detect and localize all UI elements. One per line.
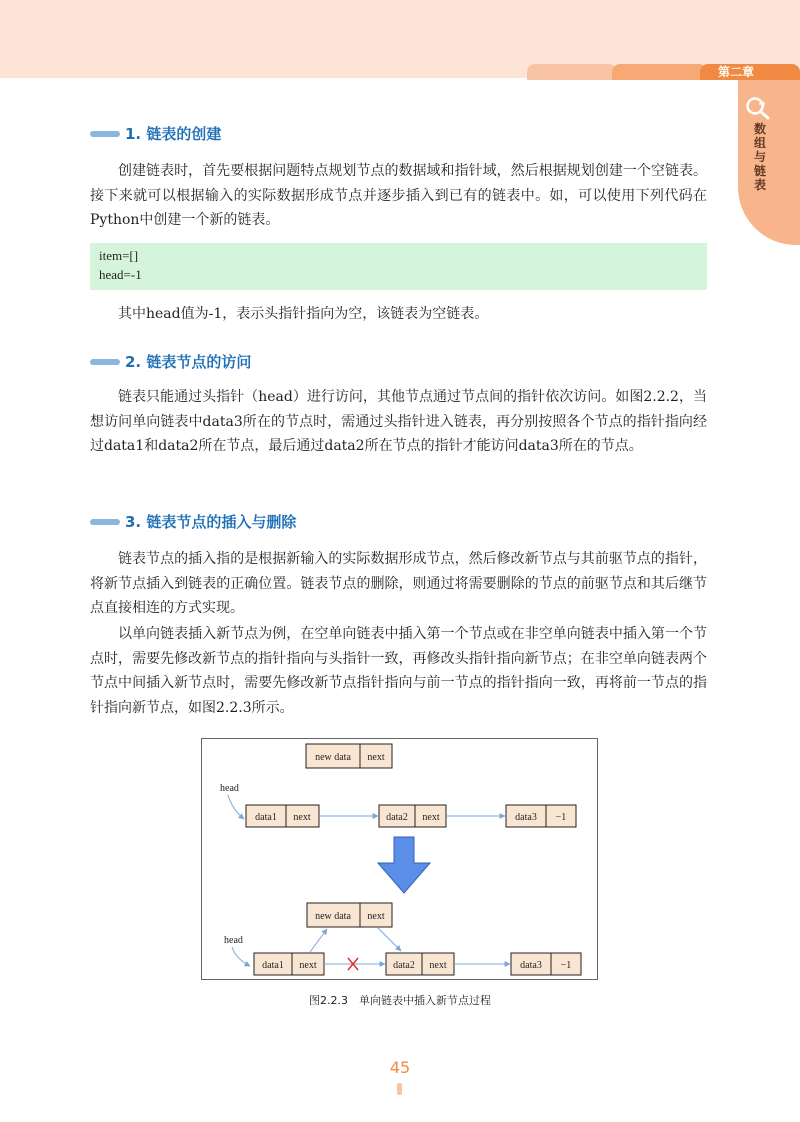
paragraph-4: 链表节点的插入指的是根据新输入的实际数据形成节点，然后修改新节点与其前驱节点的指针，将新节点插入到链表的正确位置。链表节点的删除，则通过将需要删除的节点的前驱节点和其后继节点直接相连的方式实现。 — [90, 551, 707, 616]
head-arrow-bottom — [232, 947, 250, 966]
svg-text:next: next — [293, 812, 311, 823]
code-line-1: item=[] — [99, 248, 139, 263]
section-heading-3 — [90, 511, 296, 533]
svg-text:data3: data3 — [520, 960, 542, 971]
node-data3-bottom — [511, 953, 581, 975]
section-heading-1-text: 1. 链表的创建 — [125, 125, 222, 143]
new-data-label: new data — [315, 752, 351, 763]
heading-bar-icon — [90, 359, 120, 365]
header-tab-light — [527, 64, 617, 80]
relink-arrow-1 — [310, 929, 327, 952]
svg-text:data1: data1 — [262, 960, 284, 971]
svg-text:next: next — [429, 960, 447, 971]
down-arrow-icon — [378, 837, 430, 893]
paragraph-3: 链表只能通过头指针（head）进行访问，其他节点通过节点间的指针依次访问。如图2.2.2，当想访问单向链表中data3所在的节点时，需通过头指针进入链表，再分别按照各个节点的指针指向经过data1和data2所在节点，最后通过data2所在节点的指针才能访问data3所在的节点。 — [90, 389, 707, 454]
relink-arrow-2 — [378, 928, 401, 951]
new-node-top — [306, 744, 392, 768]
head-arrow-top — [228, 795, 244, 819]
svg-text:next: next — [299, 960, 317, 971]
node-data3-top — [506, 805, 576, 827]
section-heading-2-text: 2. 链表节点的访问 — [125, 353, 252, 371]
page-number-tick — [397, 1083, 402, 1095]
figure-caption: 图2.2.3 单向链表中插入新节点过程 — [309, 994, 491, 1007]
header-tab-mid — [612, 64, 707, 80]
side-chapter-title: 数组与链表 — [753, 122, 766, 192]
node-data1-bottom — [254, 953, 324, 975]
heading-bar-icon — [90, 519, 120, 525]
svg-text:data3: data3 — [515, 812, 537, 823]
svg-text:data1: data1 — [255, 812, 277, 823]
code-line-2: head=-1 — [99, 267, 142, 282]
magnifier-icon — [745, 96, 771, 120]
paragraph-1: 创建链表时，首先要根据问题特点规划节点的数据域和指针域，然后根据规划创建一个空链表。接下来就可以根据输入的实际数据形成节点并逐步插入到已有的链表中。如，可以使用下列代码在Python中创建一个新的链表。 — [90, 163, 707, 228]
svg-text:−1: −1 — [555, 812, 567, 823]
code-block — [90, 243, 707, 290]
svg-text:data2: data2 — [393, 960, 415, 971]
node-data1-top — [246, 805, 319, 827]
paragraph-5: 以单向链表插入新节点为例，在空单向链表中插入第一个节点或在非空单向链表中插入第一个节点时，需要先修改新节点的指针指向与头指针一致，再修改头指针指向新节点；在非空单向链表两个节点中间插入新节点时，需要先修改新节点指针指向与前一节点的指针指向一致，再将前一节点的指针指向新节点，如图2.2.3所示。 — [90, 626, 707, 716]
section-heading-3-text: 3. 链表节点的插入与删除 — [125, 513, 297, 531]
heading-bar-icon — [90, 131, 120, 137]
svg-text:−1: −1 — [560, 960, 572, 971]
svg-text:new data: new data — [315, 911, 351, 922]
svg-text:data2: data2 — [386, 812, 408, 823]
page-number: 45 — [389, 1058, 411, 1077]
paragraph-2: 其中head值为-1，表示头指针指向为空，该链表为空链表。 — [118, 306, 489, 322]
figure-linked-list-insert — [201, 738, 598, 980]
node-data2-top — [379, 805, 446, 827]
node-data2-bottom — [386, 953, 454, 975]
head-label-top: head — [220, 783, 239, 794]
next-label: next — [367, 752, 385, 763]
svg-text:next: next — [422, 812, 440, 823]
section-heading-2 — [90, 351, 251, 373]
new-node-bottom — [307, 903, 392, 927]
head-label-bottom: head — [224, 935, 243, 946]
svg-text:next: next — [367, 911, 385, 922]
section-heading-1 — [90, 123, 221, 145]
chapter-tab: 第二章 — [700, 64, 800, 80]
